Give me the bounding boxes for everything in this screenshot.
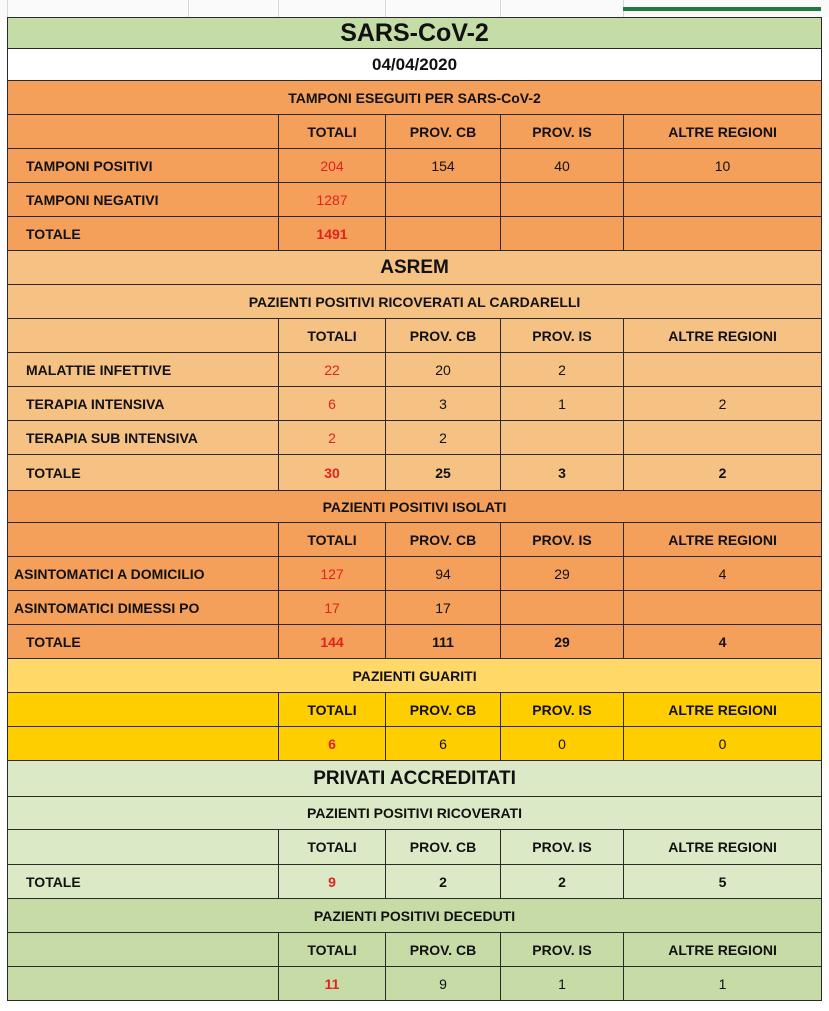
value-altre-regioni [624, 421, 822, 455]
header-row [8, 933, 822, 967]
table-row [8, 557, 822, 591]
header-altre-regioni: ALTRE REGIONI [624, 830, 822, 865]
header-prov-cb: PROV. CB [386, 693, 501, 727]
value-prov-cb [386, 217, 501, 251]
header-row [8, 115, 822, 149]
report-title: SARS-CoV-2 [8, 18, 822, 49]
value-totali: 6 [279, 387, 386, 421]
row-label: TOTALE [8, 625, 279, 659]
header-row [8, 523, 822, 557]
value-prov-is: 1 [501, 387, 624, 421]
header-row [8, 319, 822, 353]
row-label: MALATTIE INFETTIVE [8, 353, 279, 387]
value-altre-regioni: 10 [624, 149, 822, 183]
header-totali: TOTALI [279, 319, 386, 353]
section-title-ricoverati: PAZIENTI POSITIVI RICOVERATI [8, 797, 822, 830]
header-prov-is: PROV. IS [501, 933, 624, 967]
section-title-tamponi: TAMPONI ESEGUITI PER SARS-CoV-2 [8, 81, 822, 115]
header-altre-regioni: ALTRE REGIONI [624, 523, 822, 557]
row-label: TAMPONI POSITIVI [8, 149, 279, 183]
value-prov-is: 2 [501, 865, 624, 899]
section-title-deceduti: PAZIENTI POSITIVI DECEDUTI [8, 899, 822, 933]
table-row [8, 353, 822, 387]
row-label: TAMPONI NEGATIVI [8, 183, 279, 217]
report-date: 04/04/2020 [8, 49, 822, 81]
header-altre-regioni: ALTRE REGIONI [624, 933, 822, 967]
section-title-guariti: PAZIENTI GUARITI [8, 659, 822, 693]
value-prov-cb: 17 [386, 591, 501, 625]
value-prov-is: 2 [501, 353, 624, 387]
table-row-total [8, 625, 822, 659]
header-row [8, 830, 822, 865]
value-altre-regioni [624, 183, 822, 217]
header-prov-is: PROV. IS [501, 830, 624, 865]
value-prov-cb: 9 [386, 967, 501, 1001]
value-totali: 144 [279, 625, 386, 659]
value-prov-is [501, 183, 624, 217]
header-totali: TOTALI [279, 933, 386, 967]
value-prov-is: 29 [501, 625, 624, 659]
value-totali: 1287 [279, 183, 386, 217]
value-altre-regioni: 4 [624, 557, 822, 591]
value-prov-is [501, 421, 624, 455]
section-title-cardarelli: PAZIENTI POSITIVI RICOVERATI AL CARDARELLI [8, 285, 822, 319]
value-prov-cb [386, 183, 501, 217]
value-prov-cb: 2 [386, 421, 501, 455]
table-row-total [8, 865, 822, 899]
value-totali: 204 [279, 149, 386, 183]
value-totali: 1491 [279, 217, 386, 251]
value-totali: 30 [279, 455, 386, 491]
header-prov-cb: PROV. CB [386, 115, 501, 149]
header-totali: TOTALI [279, 115, 386, 149]
section-title-isolati: PAZIENTI POSITIVI ISOLATI [8, 491, 822, 523]
table-row [8, 183, 822, 217]
spreadsheet-grid-strip [0, 0, 829, 17]
value-prov-cb: 154 [386, 149, 501, 183]
header-prov-is: PROV. IS [501, 693, 624, 727]
section-title-asrem: ASREM [8, 251, 822, 285]
value-prov-is: 3 [501, 455, 624, 491]
table-row [8, 591, 822, 625]
header-totali: TOTALI [279, 830, 386, 865]
row-label: ASINTOMATICI DIMESSI PO [8, 591, 279, 625]
value-altre-regioni [624, 217, 822, 251]
value-prov-cb: 111 [386, 625, 501, 659]
header-altre-regioni: ALTRE REGIONI [624, 693, 822, 727]
header-prov-is: PROV. IS [501, 115, 624, 149]
sars-cov2-report-table [7, 17, 822, 1001]
row-label [8, 727, 279, 761]
value-altre-regioni: 2 [624, 455, 822, 491]
table-row-total [8, 217, 822, 251]
value-prov-cb: 25 [386, 455, 501, 491]
value-prov-cb: 3 [386, 387, 501, 421]
header-altre-regioni: ALTRE REGIONI [624, 115, 822, 149]
table-row-total [8, 455, 822, 491]
header-prov-is: PROV. IS [501, 523, 624, 557]
value-altre-regioni: 5 [624, 865, 822, 899]
header-prov-cb: PROV. CB [386, 523, 501, 557]
value-prov-is: 40 [501, 149, 624, 183]
header-prov-cb: PROV. CB [386, 319, 501, 353]
row-label: TERAPIA INTENSIVA [8, 387, 279, 421]
value-totali: 127 [279, 557, 386, 591]
header-totali: TOTALI [279, 693, 386, 727]
value-altre-regioni: 2 [624, 387, 822, 421]
cell-selection-indicator [623, 7, 821, 11]
value-totali: 17 [279, 591, 386, 625]
value-totali: 22 [279, 353, 386, 387]
table-row [8, 727, 822, 761]
header-altre-regioni: ALTRE REGIONI [624, 319, 822, 353]
row-label: TOTALE [8, 455, 279, 491]
header-prov-cb: PROV. CB [386, 830, 501, 865]
section-title-privati: PRIVATI ACCREDITATI [8, 761, 822, 797]
row-label: ASINTOMATICI A DOMICILIO [8, 557, 279, 591]
row-label: TOTALE [8, 865, 279, 899]
table-row [8, 967, 822, 1001]
value-prov-cb: 6 [386, 727, 501, 761]
value-totali: 11 [279, 967, 386, 1001]
header-prov-cb: PROV. CB [386, 933, 501, 967]
value-altre-regioni: 0 [624, 727, 822, 761]
table-row [8, 387, 822, 421]
value-altre-regioni [624, 591, 822, 625]
value-prov-is [501, 591, 624, 625]
value-prov-is: 1 [501, 967, 624, 1001]
value-totali: 9 [279, 865, 386, 899]
value-totali: 6 [279, 727, 386, 761]
row-label [8, 967, 279, 1001]
table-row [8, 421, 822, 455]
row-label: TERAPIA SUB INTENSIVA [8, 421, 279, 455]
value-prov-cb: 94 [386, 557, 501, 591]
value-prov-is: 29 [501, 557, 624, 591]
header-row [8, 693, 822, 727]
value-altre-regioni: 4 [624, 625, 822, 659]
value-prov-is [501, 217, 624, 251]
value-totali: 2 [279, 421, 386, 455]
header-prov-is: PROV. IS [501, 319, 624, 353]
header-totali: TOTALI [279, 523, 386, 557]
value-altre-regioni [624, 353, 822, 387]
value-altre-regioni: 1 [624, 967, 822, 1001]
value-prov-cb: 20 [386, 353, 501, 387]
row-label: TOTALE [8, 217, 279, 251]
value-prov-cb: 2 [386, 865, 501, 899]
table-row [8, 149, 822, 183]
value-prov-is: 0 [501, 727, 624, 761]
